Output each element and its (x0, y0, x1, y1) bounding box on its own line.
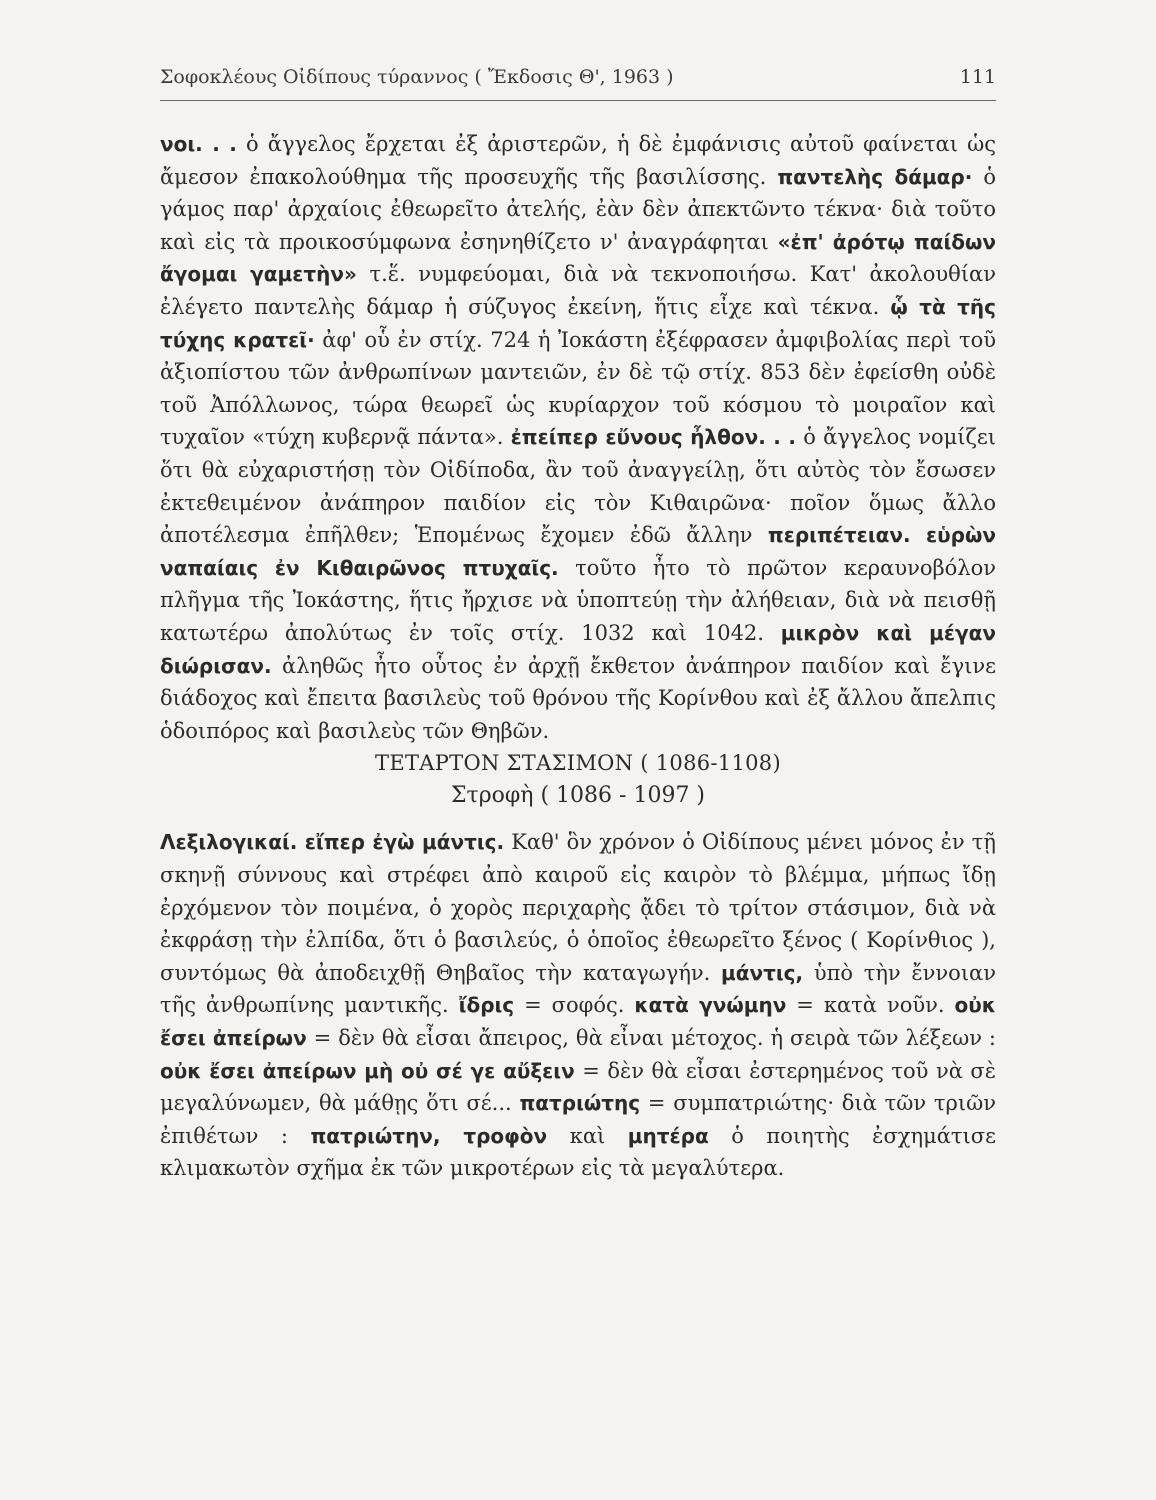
commentary-text: Καθ' ὃν χρόνον ὁ Οἰδίπους μένει μόνος ἐν τῇ σκηνῇ σύννους καὶ στρέφει ἀπὸ καιροῦ εἰς καιρὸν τὸ βλέμμα, μήπως ἴδῃ ἐρχόμενον τὸν ποιμένα, ὁ χορὸς περιχαρὴς ᾄδει τὸ τρίτον στάσιμον, διὰ νὰ ἐκφράσῃ τὴν ἐλπίδα, ὅτι ὁ βασιλεύς, ὁ ὁποῖος ἐθεωρεῖτο ξένος ( Κορίνθιος ), συντόμως θὰ ἀποδειχθῇ Θηβαῖος τὴν καταγωγήν. (160, 830, 996, 985)
commentary-text (911, 523, 926, 547)
commentary-text: τ.ἕ. νυμφεύομαι, διὰ νὰ τεκνοποιήσω. Κατ' ἀκολουθίαν ἐλέγετο παντελὴς δάμαρ ἡ σύζυγος ἐκείνη, ἥτις εἶχε καὶ τέκνα. (160, 262, 996, 319)
commentary-text: ὁ γάμος παρ' ἀρχαίοις ἐθεωρεῖτο ἀτελής, ἐὰν δὲν ἀπεκτῶντο τέκνα· διὰ τοῦτο καὶ εἰς τὰ προικοσύμφωνα ἐσηνηθίζετο ν' ἀναγράφηται (160, 164, 996, 254)
lemma: κατὰ γνώμην (634, 993, 787, 1018)
commentary-text: = δὲν θὰ εἶσαι ἄπειρος, θὰ εἶναι μέτοχος. ἡ σειρὰ τῶν λέξεων : (306, 1026, 997, 1051)
subsection-heading: Στροφὴ ( 1086 - 1097 ) (450, 782, 706, 808)
commentary-text: ὁ ἄγγελος νομίζει ὅτι θὰ εὐχαριστήσῃ τὸν Οἰδίποδα, ἂν τοῦ ἀναγγείλῃ, ὅτι αὐτὸς τὸν ἔσωσεν ἐκτεθειμένον ἀνάπηρον παιδίον εἰς τὸν Κιθαιρῶνα· ποῖον ὅμως ἄλλο ἀποτέλεσμα ἐπῆλθεν; Ἑπομένως ἔχομεν ἐδῶ ἄλλην (160, 425, 996, 548)
lemma: οὐκ ἔσει ἀπείρων (160, 993, 996, 1051)
lemma: μικρὸν καὶ μέγαν διώρισαν. (160, 620, 996, 678)
lemma: ᾧ τὰ τῆς τύχης κρατεῖ· (160, 294, 997, 352)
lemma: ἐπείπερ εὔνους ἦλθον. . . (510, 425, 797, 450)
lemma: πατριώτης (519, 1091, 641, 1116)
commentary-text: ἀληθῶς ἦτο οὗτος ἐν ἀρχῇ ἔκθετον ἀνάπηρον παιδίον καὶ ἔγινε διάδοχος καὶ ἔπειτα βασιλεὺς τοῦ θρόνου τῆς Κορίνθου καὶ ἐξ ἄλλου ἄπελπις ὁδοιπόρος καὶ βασιλεὺς τῶν Θηβῶν. (160, 653, 996, 743)
commentary-text: ὑπὸ τὴν ἔννοιαν τῆς ἀνθρωπίνης μαντικῆς. (160, 960, 996, 1018)
lemma: μάντις, (721, 960, 804, 985)
commentary-text: = κατὰ νοῦν. (786, 993, 955, 1018)
commentary-text: καὶ (547, 1123, 628, 1148)
running-title: Σοφοκλέους Οἰδίπους τύραννος ( Ἔκδοσις Θ', 1963 ) (160, 66, 674, 88)
lemma: πατριώτην, τροφὸν (310, 1123, 548, 1148)
commentary-paragraph-2 (160, 826, 996, 1185)
term: περιπέτειαν. (767, 523, 911, 548)
commentary-text: = συμπατριώτης· διὰ τῶν τριῶν ἐπιθέτων : (160, 1091, 996, 1148)
page-body (160, 128, 996, 1185)
section-heading: ΤΕΤΑΡΤΟΝ ΣΤΑΣΙΜΟΝ ( 1086-1108) (375, 751, 781, 776)
commentary-text: = σοφός. (514, 993, 635, 1018)
page-number: 111 (959, 66, 996, 88)
lemma: ἴδρις (458, 993, 515, 1018)
quotation: «ἐπ' ἀρότῳ παίδων ἄγομαι γαμετὴν» (160, 229, 996, 287)
commentary-text: ἀφ' οὗ ἐν στίχ. 724 ἡ Ἰοκάστη ἐξέφρασεν ἀμφιβολίας περὶ τοῦ ἀξιοπίστου τῶν ἀνθρωπίνων μαντειῶν, ἐν δὲ τῷ στίχ. 853 δὲν ἐφείσθη οὐδὲ τοῦ Ἀπόλλωνος, τώρα θεωρεῖ ὡς κυρίαρχον τοῦ κόσμου τὸ μοιραῖον καὶ τυχαῖον «τύχη κυβερνᾷ πάντα». (160, 327, 996, 450)
lemma: Λεξιλογικαί. εἴπερ ἐγὼ μάντις. (160, 830, 505, 855)
page-header (160, 66, 996, 101)
commentary-text: τοῦτο ἦτο τὸ πρῶτον κεραυνοβόλον πλῆγμα τῆς Ἰοκάστης, ἥτις ἤρχισε νὰ ὑποπτεύῃ τὴν ἀλήθειαν, διὰ νὰ πεισθῇ κατωτέρω ἀπολύτως ἐν τοῖς στίχ. 1032 καὶ 1042. (160, 555, 996, 645)
lemma: παντελὴς δάμαρ· (777, 164, 973, 189)
commentary-text: = δὲν θὰ εἶσαι ἐστερημένος τοῦ νὰ σὲ μεγαλύνωμεν, θὰ μάθῃς ὅτι σέ... (160, 1058, 997, 1116)
lemma: οὐκ ἔσει ἀπείρων μὴ οὐ σέ γε αὔξειν (160, 1058, 575, 1083)
lemma: εὑρὼν ναπαίαις ἐν Κιθαιρῶνος πτυχαῖς. (160, 523, 996, 580)
lemma: μητέρα (627, 1123, 709, 1148)
commentary-text: ὁ ποιητὴς ἐσχημάτισε κλιμακωτὸν σχῆμα ἐκ τῶν μικροτέρων εἰς τὰ μεγαλύτερα. (160, 1123, 996, 1181)
commentary-text: ὁ ἄγγελος ἔρχεται ἐξ ἀριστερῶν, ἡ δὲ ἐμφάνισις αὐτοῦ φαίνεται ὡς ἄμεσον ἐπακολούθημα τῆς προσευχῆς τῆς βασιλίσσης. (160, 132, 996, 189)
commentary-paragraph-1 (160, 128, 996, 747)
lemma: νοι. . . (160, 132, 237, 156)
